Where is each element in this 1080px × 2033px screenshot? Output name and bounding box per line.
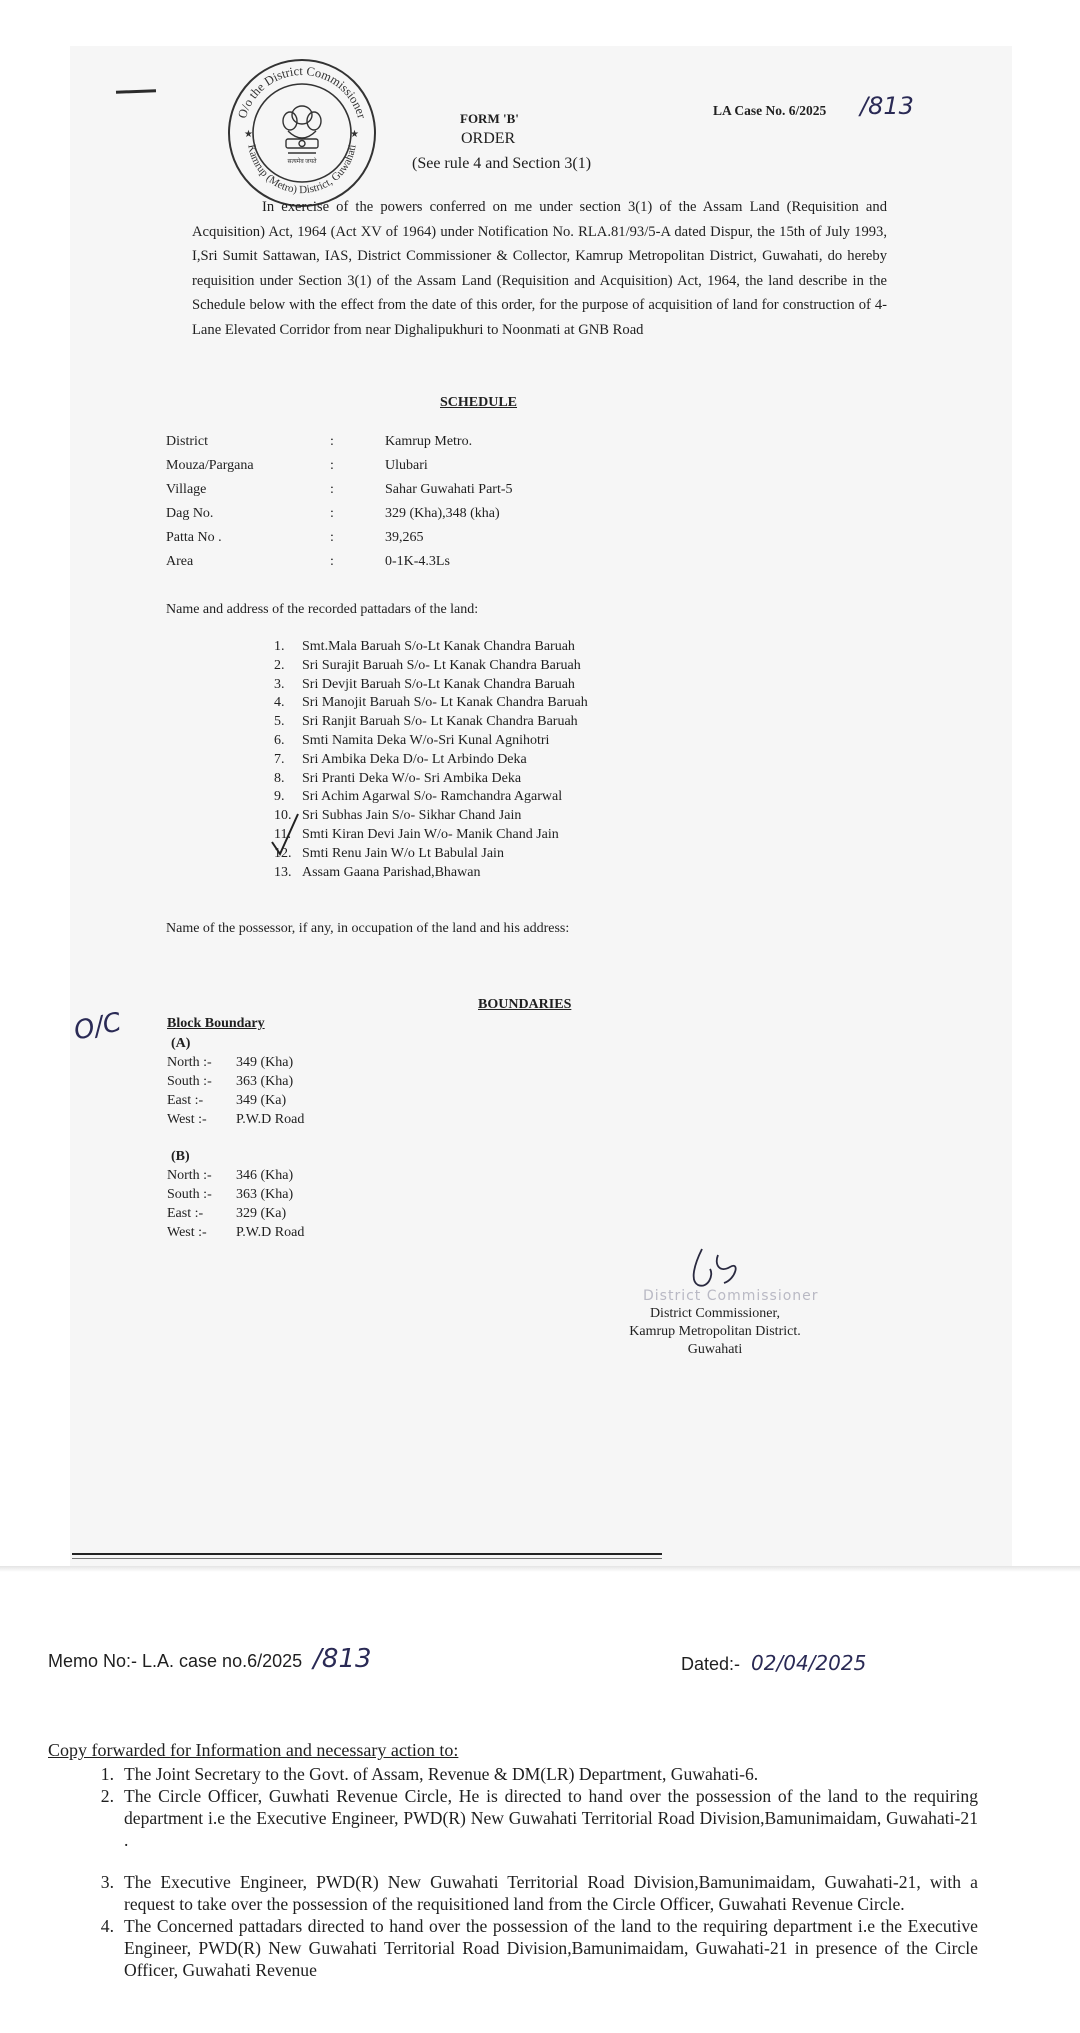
signatory-title: District Commissioner, [649,1306,781,1321]
block-boundary-title: Block Boundary [167,1016,265,1031]
schedule-row: Dag No. : 329 (Kha),348 (kha) [166,506,500,521]
schedule-row: District : Kamrup Metro. [166,434,473,449]
page-bottom-rule-thin [72,1558,662,1559]
margin-handwritten-note: O/C [71,1007,124,1047]
recipient-list [48,1763,978,1981]
memo-date [681,1651,866,1675]
list-item: 6. Smti Namita Deka W/o-Sri Kunal Agnihotri [274,732,550,748]
boundary-row: North :- 346 (Kha) [167,1168,294,1183]
memo-number-label: Memo No:- L.A. case no.6/2025 [48,1651,303,1671]
possessor-text: Name of the possessor, if any, in occupation of the land and his address: [166,921,570,936]
list-item: 7. Sri Ambika Deka D/o- Lt Arbindo Deka [274,751,527,767]
pattadars-intro: Name and address of the recorded pattadars of the land: [166,602,479,617]
signatory-office: Kamrup Metropolitan District. [629,1324,801,1339]
svg-text:★: ★ [244,129,253,140]
list-item: 1. Smt.Mala Baruah S/o-Lt Kanak Chandra Baruah [274,639,575,654]
boundary-row: West :- P.W.D Road [167,1225,305,1240]
handwritten-tick-mark [270,810,300,860]
copy-forwarded-title: Copy forwarded for Information and necessary action to: [48,1740,459,1760]
boundary-row: East :- 329 (Ka) [167,1206,287,1221]
page-bottom-rule [72,1553,662,1555]
list-item: 8. Sri Pranti Deka W/o- Sri Ambika Deka [274,770,522,786]
boundaries-title: BOUNDARIES [478,997,572,1012]
order-intro-paragraph: In exercise of the powers conferred on me under section 3(1) of the Assam Land (Requisition and Acquisition) Act, 1964 (Act XV of 1964) under Notification No. RLA.81/93/5-A dated Dispur, the 15th of July 1993, I,Sri Sumit Sattawan, IAS, District Commissioner & Collector, Kamrup Metropolitan District, Guwahati, do hereby requisition under Section 3(1) of the Assam Land (Requisition and Acquisition) Act, 1964, the land describe in the Schedule below with the effect from the date of this order, for the purpose of acquisition of land for construction of 4- Lane Elevated Corridor from near Dighalipukhuri to Noonmati at GNB Road [192,199,887,338]
stamp-ghost-text: District Commissioner [643,1288,819,1304]
memo-number-handwritten: /813 [313,1644,372,1674]
boundary-block-a: (A) North :- 349 (Kha) South :- 363 (Kha) East :- 349 (Ka) West :- P.W.D Road [167,1036,305,1127]
schedule-row: Area : 0-1K-4.3Ls [166,554,450,569]
case-number: LA Case No. 6/2025 [713,103,827,118]
list-item: 11. Smti Kiran Devi Jain W/o- Manik Chand Jain [274,826,559,842]
national-emblem-icon [283,106,321,153]
signature-scribble [684,1245,754,1293]
boundary-row: South :- 363 (Kha) [167,1187,294,1202]
schedule-title: SCHEDULE [440,395,518,410]
list-item: 5. Sri Ranjit Baruah S/o- Lt Kanak Chandra Baruah [274,714,578,730]
page-divider-shadow [0,1566,1080,1572]
list-item: 12. Smti Renu Jain W/o Lt Babulal Jain [274,845,504,861]
rule-reference: (See rule 4 and Section 3(1) [412,155,592,172]
boundary-row: West :- P.W.D Road [167,1112,305,1127]
pattadar-list [274,638,588,882]
svg-text:O/o the District Commissioner [235,64,369,121]
list-item: 4. The Concerned pattadars directed to hand over the possession of the land to the requiring department i.e the Executive Engineer, PWD(R) New Guwahati Territorial Road Division,Bamunimaidam, Guwahati-21 in presence of the Circle Officer, Guwahati Revenue [100,1916,978,1980]
list-item: 3. The Executive Engineer, PWD(R) New Guwahati Territorial Road Division,Bamunimaidam, Guwahati-21, with a request to take over the possession of the requisitioned land from the Circle Officer, Guwahati Revenue Circle. [100,1872,978,1914]
list-item: 13. Assam Gaana Parishad,Bhawan [274,864,481,880]
signatory-block [600,1305,830,1359]
emblem-caption: सत्यमेव जयते [287,159,317,165]
boundary-block-b: (B) North :- 346 (Kha) South :- 363 (Kha) East :- 329 (Ka) West :- P.W.D Road [167,1149,305,1240]
list-item: 4. Sri Manojit Baruah S/o- Lt Kanak Chandra Baruah [274,695,588,711]
district-commissioner-seal [226,57,378,209]
schedule-row: Mouza/Pargana : Ulubari [166,458,428,473]
memo-number [48,1644,372,1674]
boundary-row: East :- 349 (Ka) [167,1093,287,1108]
case-number-handwritten: /813 [860,92,914,120]
list-item: 9. Sri Achim Agarwal S/o- Ramchandra Agarwal [274,789,563,805]
list-item: 10. Sri Subhas Jain S/o- Sikhar Chand Jain [274,808,522,824]
boundary-row: North :- 349 (Kha) [167,1055,294,1070]
dated-handwritten: 02/04/2025 [751,1651,867,1675]
list-item: 1. The Joint Secretary to the Govt. of Assam, Revenue & DM(LR) Department, Guwahati-6. [100,1764,759,1784]
schedule-row: Patta No . : 39,265 [166,530,424,545]
boundary-row: South :- 363 (Kha) [167,1074,294,1089]
schedule-table [166,430,513,574]
list-item: 3. Sri Devjit Baruah S/o-Lt Kanak Chandra Baruah [274,676,575,692]
svg-text:★: ★ [350,129,359,140]
order-label: ORDER [461,130,516,147]
list-item: 2. Sri Surajit Baruah S/o- Lt Kanak Chandra Baruah [274,657,581,673]
dated-label: Dated:- [681,1654,741,1674]
list-item: 2. The Circle Officer, Guwhati Revenue Circle, He is directed to hand over the possession of the land to the requiring department i.e the Executive Engineer, PWD(R) New Guwahati Territorial Road Division,Bamunimaidam, Guwahati-21 . [100,1786,978,1850]
seal-text-top: O/o the District Commissioner [235,63,369,121]
signatory-city: Guwahati [687,1342,743,1357]
form-label: FORM 'B' [460,111,519,126]
svg-text:Kamrup (Metro) District, Guwah [245,143,358,196]
seal-text-bottom: Kamrup (Metro) District, Guwahati [245,143,359,197]
schedule-row: Village : Sahar Guwahati Part-5 [166,482,513,497]
